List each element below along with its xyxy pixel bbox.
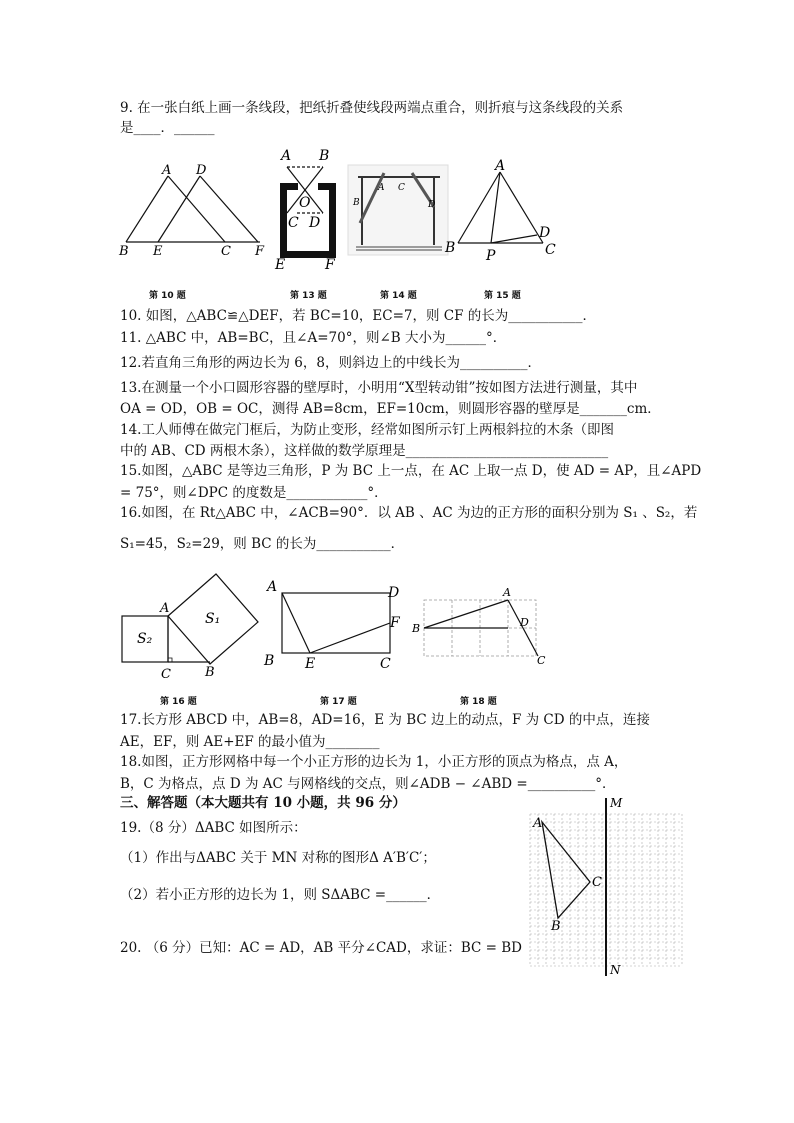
fig16-label-b: B	[205, 665, 215, 680]
caption-fig15: 第 15 题	[484, 291, 521, 301]
q12: 12.若直角三角形的两边长为 6，8，则斜边上的中线长为__________．	[120, 355, 541, 371]
fig15-label-b: B	[445, 240, 456, 256]
fig16-label-a: A	[160, 601, 170, 616]
fig13-label-b: B	[319, 148, 330, 164]
q19-part1: （1）作出与ΔABC 关于 MN 对称的图形Δ A′B′C′；	[120, 850, 436, 866]
q17-line2: AE，EF，则 AE+EF 的最小值为________	[120, 734, 380, 750]
fig19-label-b: B	[551, 919, 561, 934]
figure-18	[410, 588, 550, 668]
q19-intro: 19.（8 分）ΔABC 如图所示：	[120, 820, 307, 836]
fig18-label-d: D	[520, 616, 529, 629]
q18-line2: B，C 为格点，点 D 为 AC 与网格线的交点，则∠ADB − ∠ABD =__________°．	[120, 776, 616, 792]
q19-part2: （2）若小正方形的边长为 1，则 SΔABC =______．	[120, 887, 441, 903]
fig19-label-m: M	[610, 796, 623, 810]
fig10-label-d: D	[196, 163, 207, 178]
fig13-label-o: O	[299, 195, 311, 211]
q15-line2: = 75°，则∠DPC 的度数是____________°．	[120, 485, 388, 501]
q13-line2: OA = OD，OB = OC，测得 AB=8cm，EF=10cm，则圆形容器的壁厚是_______cm．	[120, 401, 661, 417]
fig17-label-e: E	[305, 656, 316, 672]
q14-line1: 14.工人师傅在做完门框后，为防止变形，经常如图所示钉上两根斜拉的木条（即图	[120, 422, 614, 438]
fig14-label-c: C	[398, 183, 405, 193]
fig19-label-c: C	[592, 875, 602, 890]
caption-fig17: 第 17 题	[320, 697, 357, 707]
section-heading: 三、解答题（本大题共有 10 小题，共 96 分）	[120, 795, 406, 811]
fig19-label-n: N	[610, 963, 621, 977]
figure-16	[115, 568, 265, 688]
figure-13	[275, 145, 355, 275]
fig16-label-s2: S₂	[137, 631, 153, 647]
fig15-label-d: D	[539, 225, 551, 241]
q9-line1: 9. 在一张白纸上画一条线段，把纸折叠使线段两端点重合，则折痕与这条线段的关系	[120, 100, 624, 116]
fig17-label-c: C	[380, 656, 391, 672]
fig15-label-a: A	[495, 158, 506, 174]
fig14-label-a: A	[378, 183, 385, 193]
caption-fig18: 第 18 题	[460, 697, 497, 707]
q18-line1: 18.如图，正方形网格中每一个小正方形的边长为 1，小正方形的顶点为格点，点 A，	[120, 754, 628, 770]
fig13-label-f: F	[325, 257, 335, 273]
q11: 11. △ABC 中，AB=BC，且∠A=70°，则∠B 大小为______°．	[120, 330, 507, 346]
q13-line1: 13.在测量一个小口圆形容器的壁厚时，小明用“X型转动钳”按如图方法进行测量，其中	[120, 380, 638, 396]
fig17-label-a: A	[267, 579, 278, 595]
fig13-label-d: D	[309, 215, 321, 231]
figure-15	[443, 156, 563, 266]
fig10-label-c: C	[221, 244, 231, 259]
figure-10	[118, 162, 268, 272]
fig19-label-a: A	[533, 816, 543, 831]
fig14-label-b: B	[353, 198, 360, 208]
fig16-label-c: C	[161, 667, 171, 682]
q17-line1: 17.长方形 ABCD 中，AB=8，AD=16，E 为 BC 边上的动点，F 为 CD 的中点，连接	[120, 712, 650, 728]
q16-line1: 16.如图，在 Rt△ABC 中，∠ACB=90°．以 AB 、AC 为边的正方形的面积分别为 S₁ 、S₂，若	[120, 505, 698, 521]
fig14-label-d: D	[428, 200, 436, 210]
figure-17	[262, 575, 412, 675]
fig10-label-a: A	[162, 163, 172, 178]
caption-fig13: 第 13 题	[290, 291, 327, 301]
fig13-label-a: A	[281, 148, 292, 164]
fig18-label-a: A	[503, 586, 511, 599]
q15-line1: 15.如图，△ABC 是等边三角形，P 为 BC 上一点，在 AC 上取一点 D，使 AD = AP，且∠APD	[120, 463, 702, 479]
q14-line2: 中的 AB、CD 两根木条），这样做的数学原理是______________________________	[120, 443, 609, 459]
fig10-label-b: B	[119, 244, 129, 259]
q20: 20. （6 分）已知：AC = AD，AB 平分∠CAD，求证：BC = BD	[120, 940, 523, 956]
caption-fig16: 第 16 题	[160, 697, 197, 707]
fig17-label-b: B	[264, 653, 275, 669]
figure-14	[348, 165, 448, 255]
fig13-label-e: E	[275, 257, 286, 273]
fig16-label-s1: S₁	[205, 611, 221, 627]
fig15-label-p: P	[486, 248, 496, 264]
fig17-label-d: D	[388, 585, 400, 601]
q9-line2: 是____．______	[120, 120, 215, 136]
q16-line2: S₁=45，S₂=29，则 BC 的长为___________．	[120, 536, 405, 552]
caption-fig14: 第 14 题	[380, 291, 417, 301]
fig10-label-f: F	[255, 244, 265, 259]
figure-19	[522, 794, 687, 979]
fig17-label-f: F	[390, 615, 400, 631]
fig13-label-c: C	[288, 215, 299, 231]
fig18-label-c: C	[537, 654, 546, 667]
fig18-label-b: B	[412, 622, 421, 635]
q10: 10. 如图，△ABC≌△DEF，若 BC=10，EC=7，则 CF 的长为___________．	[120, 308, 597, 324]
caption-fig10: 第 10 题	[149, 291, 186, 301]
fig10-label-e: E	[153, 244, 163, 259]
fig15-label-c: C	[545, 242, 556, 258]
